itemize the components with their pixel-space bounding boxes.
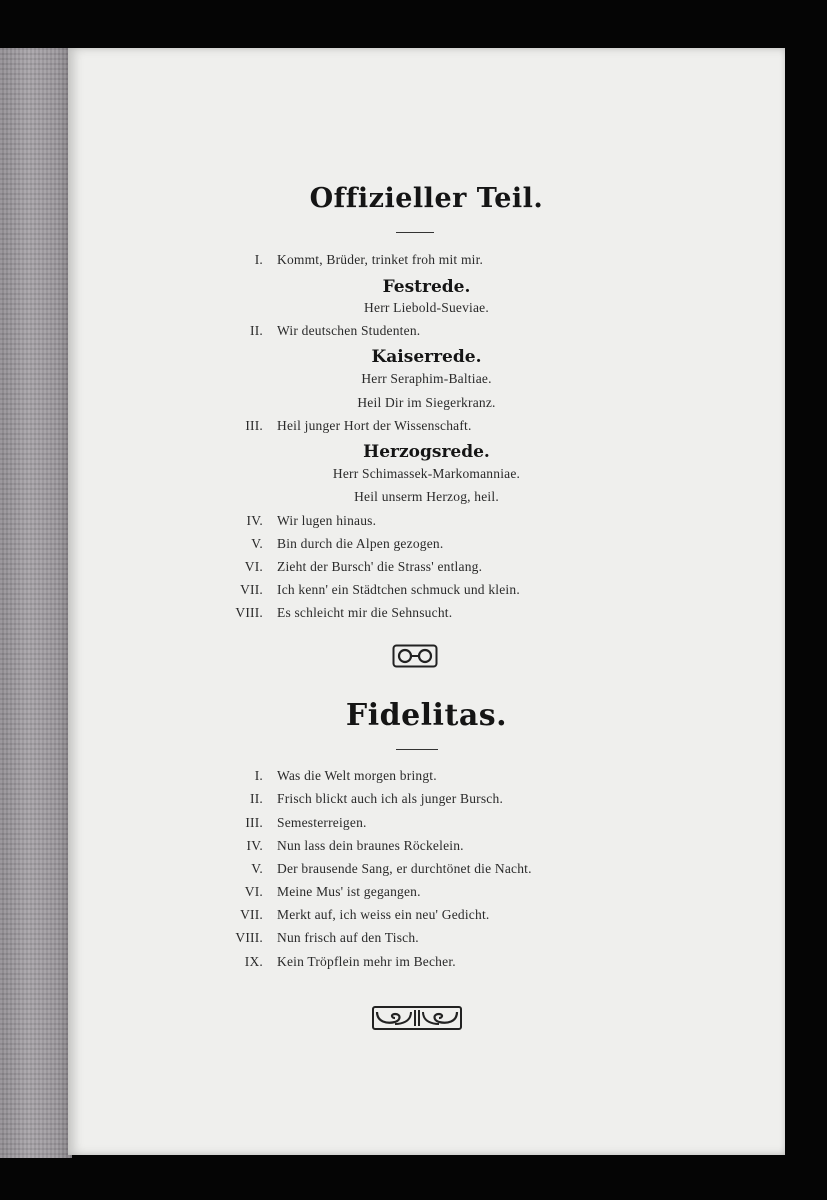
program-item — [68, 838, 785, 858]
song-title: Kein Tröpflein mehr im Becher. — [277, 954, 456, 969]
program-item — [68, 930, 785, 950]
song-title: Zieht der Bursch' die Strass' entlang. — [277, 559, 483, 574]
song-title: Kommt, Brüder, trinket froh mit mir. — [277, 252, 484, 267]
booklet-page — [68, 48, 785, 1155]
song-title: Ich kenn' ein Städtchen schmuck und klein. — [277, 582, 520, 597]
section-heading-fidelitas: Fidelitas. — [345, 698, 508, 733]
program-item — [68, 791, 785, 811]
item-number: III. — [245, 418, 263, 433]
item-number: II. — [250, 791, 263, 806]
booklet-binding — [0, 48, 72, 1158]
speaker-name: Herr Seraphim-Baltiae. — [361, 371, 492, 386]
item-number: VII. — [240, 907, 263, 922]
ornament-tailpiece-icon — [371, 1004, 463, 1032]
program-item — [68, 536, 785, 556]
program-item — [68, 252, 785, 272]
program-item — [68, 418, 785, 438]
program-item — [68, 513, 785, 533]
song-title: Nun frisch auf den Tisch. — [277, 930, 419, 945]
item-number: I. — [254, 252, 263, 267]
speech-heading: Festrede. — [382, 277, 471, 297]
program-item — [68, 954, 785, 974]
program-item — [68, 559, 785, 579]
speech-song: Heil Dir im Siegerkranz. — [357, 395, 496, 410]
program-item — [68, 861, 785, 881]
section-heading-offiziell: Offizieller Teil. — [309, 183, 544, 214]
program-item — [68, 815, 785, 835]
song-title: Nun lass dein braunes Röckelein. — [277, 838, 464, 853]
program-item — [68, 323, 785, 343]
item-number: IV. — [246, 838, 263, 853]
program-item — [68, 907, 785, 927]
heading-rule — [396, 749, 438, 750]
item-number: VIII. — [235, 930, 263, 945]
song-title: Was die Welt morgen bringt. — [277, 768, 437, 783]
program-item — [68, 768, 785, 788]
item-number: VIII. — [235, 605, 263, 620]
song-title: Meine Mus' ist gegangen. — [277, 884, 421, 899]
program-item — [68, 582, 785, 602]
speech-heading: Herzogsrede. — [363, 442, 490, 462]
program-item — [68, 605, 785, 625]
song-title: Heil junger Hort der Wissenschaft. — [277, 418, 472, 433]
song-title: Frisch blickt auch ich als junger Bursch. — [277, 791, 504, 806]
item-number: VII. — [240, 582, 263, 597]
song-title: Bin durch die Alpen gezogen. — [277, 536, 444, 551]
item-number: V. — [251, 861, 263, 876]
speech-song: Heil unserm Herzog, heil. — [354, 489, 499, 504]
song-title: Wir lugen hinaus. — [277, 513, 377, 528]
song-title: Semesterreigen. — [277, 815, 367, 830]
item-number: V. — [251, 536, 263, 551]
heading-rule — [396, 232, 434, 233]
item-number: I. — [254, 768, 263, 783]
item-number: II. — [250, 323, 263, 338]
speaker-name: Herr Schimassek-Markomanniae. — [332, 466, 521, 481]
item-number: VI. — [244, 884, 263, 899]
ornament-divider-icon — [392, 644, 438, 668]
item-number: IX. — [244, 954, 263, 969]
program-item — [68, 884, 785, 904]
item-number: IV. — [246, 513, 263, 528]
song-title: Wir deutschen Studenten. — [277, 323, 421, 338]
song-title: Der brausende Sang, er durchtönet die Nacht. — [277, 861, 532, 876]
song-title: Merkt auf, ich weiss ein neu' Gedicht. — [277, 907, 490, 922]
item-number: VI. — [244, 559, 263, 574]
song-title: Es schleicht mir die Sehnsucht. — [277, 605, 453, 620]
item-number: III. — [245, 815, 263, 830]
speaker-name: Herr Liebold-Sueviae. — [364, 300, 489, 315]
speech-heading: Kaiserrede. — [371, 347, 482, 367]
